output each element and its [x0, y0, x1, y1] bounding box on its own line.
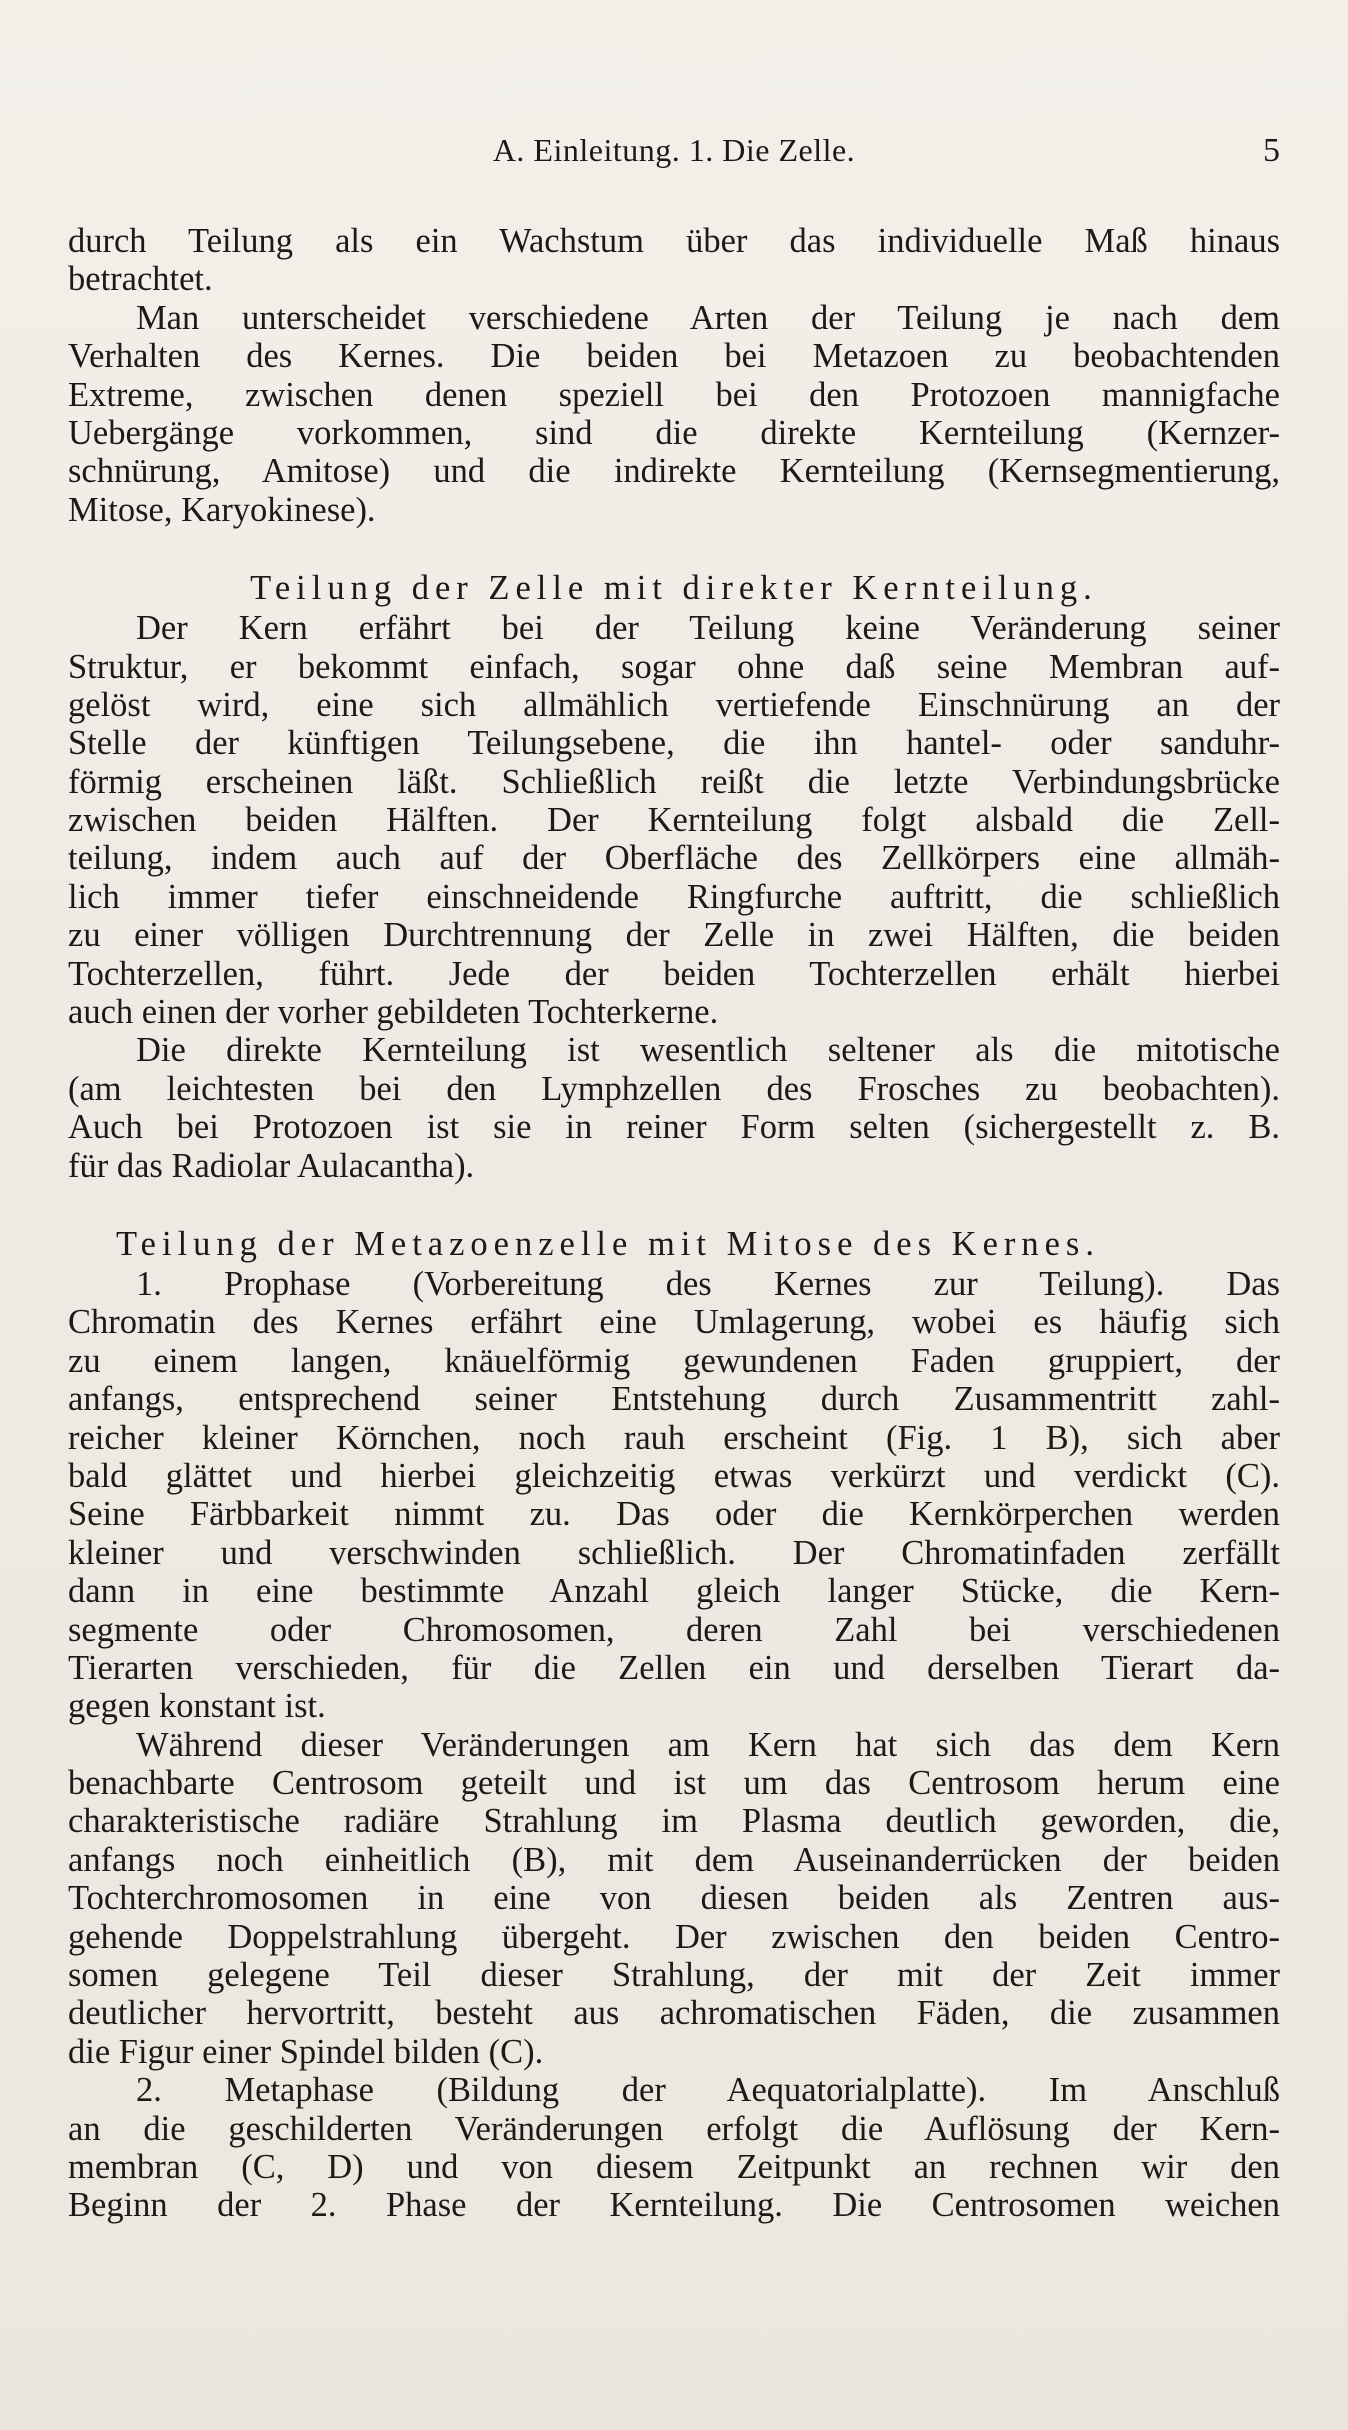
text-line: (am leichtesten bei den Lymphzellen des Frosches zu beobachten).	[68, 1069, 1280, 1108]
section-heading-direct-division: Teilung der Zelle mit direkter Kernteilung.	[250, 569, 1098, 608]
text-line: auch einen der vorher gebildeten Tochterkerne.	[68, 993, 719, 1032]
text-line: durch Teilung als ein Wachstum über das individuelle Maß hinaus	[68, 222, 1280, 260]
text-line: zu einer völligen Durchtrennung der Zelle in zwei Hälften, die beiden	[68, 916, 1280, 955]
section-gap	[68, 1185, 1280, 1223]
text-line: Mitose, Karyokinese).	[68, 490, 376, 529]
text-line: bald glättet und hierbei gleichzeitig etwas verkürzt und verdickt (C).	[68, 1456, 1280, 1495]
text-line: charakteristische radiäre Strahlung im Plasma deutlich geworden, die,	[68, 1802, 1280, 1841]
text-line: Die direkte Kernteilung ist wesentlich seltener als die mitotische	[136, 1031, 1280, 1070]
section-gap	[68, 529, 1280, 567]
text-line: membran (C, D) und von diesem Zeitpunkt an rechnen wir den	[68, 2147, 1280, 2186]
text-line: lich immer tiefer einschneidende Ringfurche auftritt, die schließlich	[68, 877, 1280, 916]
text-line: deutlicher hervortritt, besteht aus achromatischen Fäden, die zusammen	[68, 1994, 1280, 2033]
text-line: betrachtet.	[68, 260, 213, 299]
running-title: A. Einleitung. 1. Die Zelle.	[492, 132, 856, 168]
text-line: für das Radiolar Aulacantha).	[68, 1146, 475, 1185]
text-line: Man unterscheidet verschiedene Arten der Teilung je nach dem	[136, 298, 1280, 337]
text-line: reicher kleiner Körnchen, noch rauh erscheint (Fig. 1 B), sich aber	[68, 1418, 1280, 1457]
text-line: Extreme, zwischen denen speziell bei den Protozoen mannigfache	[68, 375, 1280, 414]
text-line: anfangs noch einheitlich (B), mit dem Auseinanderrücken der beiden	[68, 1840, 1280, 1879]
text-line: Beginn der 2. Phase der Kernteilung. Die Centrosomen weichen	[68, 2186, 1280, 2225]
text-line: dann in eine bestimmte Anzahl gleich langer Stücke, die Kern-	[68, 1572, 1280, 1611]
page-number: 5	[1263, 132, 1280, 169]
text-line: 2. Metaphase (Bildung der Aequatorialplatte). Im Anschluß	[136, 2071, 1280, 2110]
text-line: Tierarten verschieden, für die Zellen ein und derselben Tierart da-	[68, 1648, 1280, 1687]
body-text	[68, 222, 1280, 2225]
text-line: benachbarte Centrosom geteilt und ist um das Centrosom herum eine	[68, 1764, 1280, 1803]
section-heading-mitosis: Teilung der Metazoenzelle mit Mitose des Kernes.	[116, 1224, 1100, 1263]
text-line: förmig erscheinen läßt. Schließlich reißt die letzte Verbindungsbrücke	[68, 762, 1280, 801]
page-header	[68, 132, 1280, 182]
text-line: 1. Prophase (Vorbereitung des Kernes zur Teilung). Das	[136, 1264, 1280, 1303]
text-line: zu einem langen, knäuelförmig gewundenen Faden gruppiert, der	[68, 1341, 1280, 1380]
text-line: Uebergänge vorkommen, sind die direkte Kernteilung (Kernzer-	[68, 413, 1280, 452]
text-line: Seine Färbbarkeit nimmt zu. Das oder die Kernkörperchen werden	[68, 1495, 1280, 1534]
text-line: an die geschilderten Veränderungen erfolgt die Auflösung der Kern-	[68, 2109, 1280, 2148]
text-line: gehende Doppelstrahlung übergeht. Der zwischen den beiden Centro-	[68, 1917, 1280, 1956]
text-line: Chromatin des Kernes erfährt eine Umlagerung, wobei es häufig sich	[68, 1303, 1280, 1342]
text-line: anfangs, entsprechend seiner Entstehung durch Zusammentritt zahl-	[68, 1380, 1280, 1419]
text-line: Während dieser Veränderungen am Kern hat sich das dem Kern	[136, 1725, 1280, 1764]
text-line: Auch bei Protozoen ist sie in reiner Form selten (sichergestellt z. B.	[68, 1108, 1280, 1147]
text-line: segmente oder Chromosomen, deren Zahl bei verschiedenen	[68, 1610, 1280, 1649]
text-line: gelöst wird, eine sich allmählich vertiefende Einschnürung an der	[68, 685, 1280, 724]
text-line: Struktur, er bekommt einfach, sogar ohne daß seine Membran auf-	[68, 647, 1280, 686]
text-line: somen gelegene Teil dieser Strahlung, der mit der Zeit immer	[68, 1956, 1280, 1995]
text-line: zwischen beiden Hälften. Der Kernteilung folgt alsbald die Zell-	[68, 801, 1280, 840]
text-line: Der Kern erfährt bei der Teilung keine Veränderung seiner	[136, 609, 1280, 648]
text-line: teilung, indem auch auf der Oberfläche des Zellkörpers eine allmäh-	[68, 839, 1280, 878]
text-line: gegen konstant ist.	[68, 1687, 326, 1726]
text-line: Verhalten des Kernes. Die beiden bei Metazoen zu beobachtenden	[68, 337, 1280, 376]
text-line: Stelle der künftigen Teilungsebene, die ihn hantel- oder sanduhr-	[68, 724, 1280, 763]
text-line: Tochterzellen, führt. Jede der beiden Tochterzellen erhält hierbei	[68, 954, 1280, 993]
text-line: kleiner und verschwinden schließlich. Der Chromatinfaden zerfällt	[68, 1533, 1280, 1572]
text-line: schnürung, Amitose) und die indirekte Kernteilung (Kernsegmentierung,	[68, 452, 1280, 491]
text-line: die Figur einer Spindel bilden (C).	[68, 2032, 544, 2071]
text-line: Tochterchromosomen in eine von diesen beiden als Zentren aus-	[68, 1879, 1280, 1918]
